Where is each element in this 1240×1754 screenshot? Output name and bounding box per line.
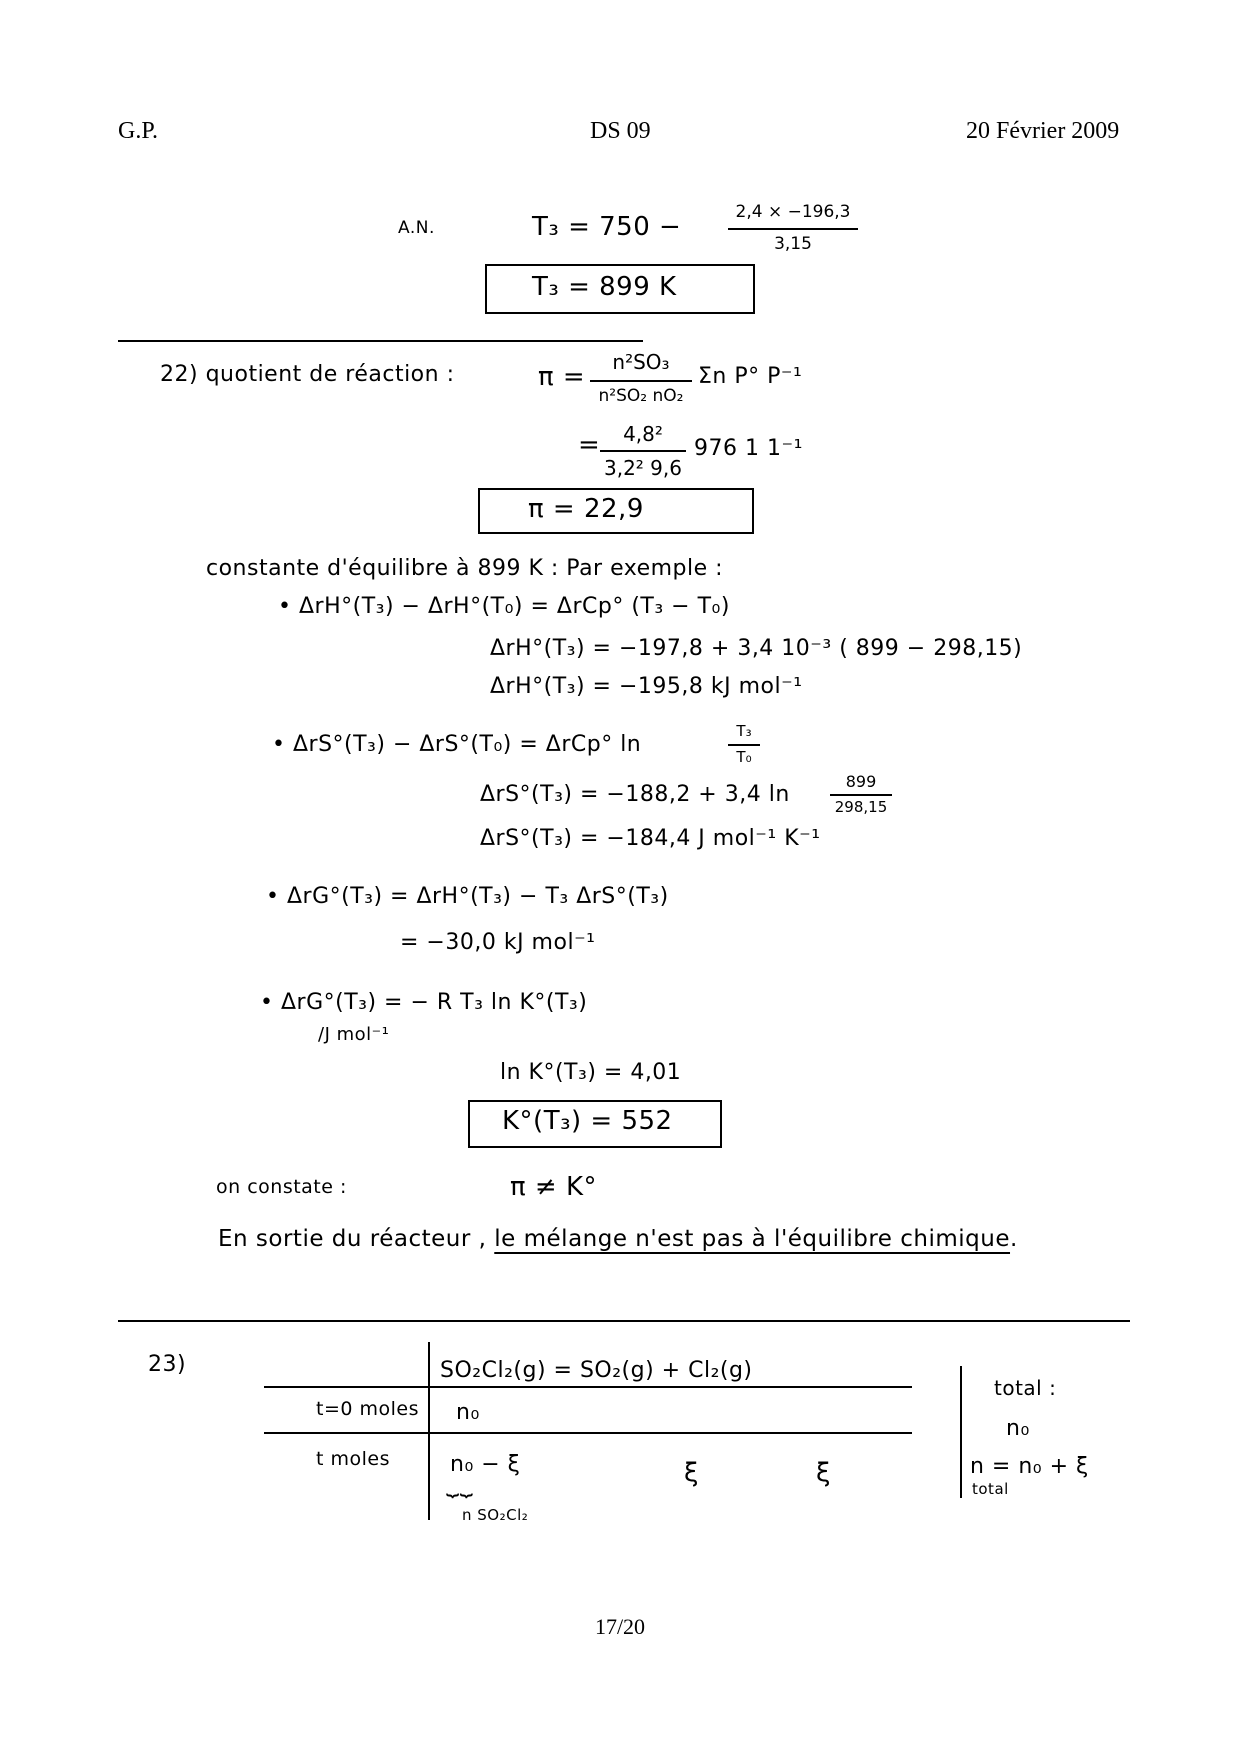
k-gibbs-lnk-relation: • ΔrG°(T₃) = − R T₃ ln K°(T₃) xyxy=(260,990,588,1015)
k-entropy-numeric-bar xyxy=(830,794,892,796)
q23-label: 23) xyxy=(148,1352,187,1377)
k-entropy-numeric-numerator: 899 xyxy=(845,772,877,791)
k-gibbs-unit: /J mol⁻¹ xyxy=(318,1024,390,1045)
k-entropy-numeric-denominator: 298,15 xyxy=(834,798,888,816)
q23-row2-value-1: n₀ − ξ xyxy=(450,1452,521,1477)
k-gibbs-relation: • ΔrG°(T₃) = ΔrH°(T₃) − T₃ ΔrS°(T₃) xyxy=(266,884,669,909)
k-entropy-numeric: ΔrS°(T₃) = −188,2 + 3,4 ln xyxy=(480,782,790,807)
q23-brace-label: n SO₂Cl₂ xyxy=(462,1506,529,1524)
divider-2 xyxy=(118,1320,1130,1322)
conclusion-prefix: En sortie du réacteur , xyxy=(218,1226,487,1252)
k-enthalpy-result: ΔrH°(T₃) = −195,8 kJ mol⁻¹ xyxy=(490,674,803,699)
header-title: DS 09 xyxy=(590,118,651,144)
conclusion-suffix: . xyxy=(1010,1226,1018,1252)
k-lnk-value: ln K°(T₃) = 4,01 xyxy=(500,1060,682,1085)
k-entropy-result: ΔrS°(T₃) = −184,4 J mol⁻¹ K⁻¹ xyxy=(480,826,821,851)
q22-eq1-lhs: π = xyxy=(538,362,586,392)
conclusion-inequality: π ≠ K° xyxy=(510,1172,598,1202)
k-enthalpy-relation: • ΔrH°(T₃) − ΔrH°(T₀) = ΔrCp° (T₃ − T₀) xyxy=(278,594,730,619)
an-label: A.N. xyxy=(398,218,435,238)
q22-eq2-tail: 976 1 1⁻¹ xyxy=(694,436,803,461)
page-number: 17/20 xyxy=(594,1614,646,1639)
conclusion-sentence xyxy=(218,1226,1018,1252)
an-fraction-denominator: 3,15 xyxy=(774,234,812,254)
an-result: T₃ = 899 K xyxy=(532,272,677,302)
q23-row1-value: n₀ xyxy=(456,1400,480,1425)
q23-table-col-divider xyxy=(428,1342,430,1520)
an-t3-expr: T₃ = 750 − xyxy=(532,212,682,242)
q23-total-subscript: total xyxy=(972,1480,1009,1498)
q23-total-expression: n = n₀ + ξ xyxy=(970,1454,1089,1479)
q23-total-n0: n₀ xyxy=(1006,1416,1030,1441)
q23-row2-value-3: ξ xyxy=(816,1458,831,1488)
header-author: G.P. xyxy=(118,118,159,144)
k-entropy-relation: • ΔrS°(T₃) − ΔrS°(T₀) = ΔrCp° ln xyxy=(272,732,642,757)
k-entropy-ln-denominator: T₀ xyxy=(736,748,752,766)
conclusion-underlined: le mélange n'est pas à l'équilibre chimique xyxy=(494,1226,1011,1252)
q23-table-line-2 xyxy=(264,1432,912,1434)
conclusion-on-constate: on constate : xyxy=(216,1176,347,1198)
q23-table-line-1 xyxy=(264,1386,912,1388)
an-fraction-numerator: 2,4 × −196,3 xyxy=(735,202,851,222)
q22-eq1-denominator: n²SO₂ nO₂ xyxy=(598,386,684,406)
q23-total-col-divider xyxy=(960,1366,962,1498)
q22-eq2-bar xyxy=(600,450,686,452)
k-entropy-ln-numerator: T₃ xyxy=(736,722,752,740)
q22-result: π = 22,9 xyxy=(528,494,644,524)
k-result: K°(T₃) = 552 xyxy=(502,1106,673,1136)
q22-eq2-lhs: = xyxy=(578,430,601,460)
q22-eq1-tail: Σn P° P⁻¹ xyxy=(698,364,803,389)
an-fraction-bar xyxy=(728,228,858,230)
k-gibbs-result: = −30,0 kJ mol⁻¹ xyxy=(400,930,596,955)
q23-total-label: total : xyxy=(994,1376,1057,1400)
q22-eq1-bar xyxy=(590,380,692,382)
q22-eq2-numerator: 4,8² xyxy=(623,422,663,446)
q23-brace: ⏟⏟ xyxy=(446,1472,474,1497)
divider-1 xyxy=(118,340,643,342)
q22-eq1-numerator: n²SO₃ xyxy=(612,350,670,374)
k-enthalpy-numeric: ΔrH°(T₃) = −197,8 + 3,4 10⁻³ ( 899 − 298,15) xyxy=(490,636,1023,661)
k-intro: constante d'équilibre à 899 K : Par exemple : xyxy=(206,556,724,581)
q23-row1-label: t=0 moles xyxy=(316,1398,419,1420)
q23-reaction: SO₂Cl₂(g) = SO₂(g) + Cl₂(g) xyxy=(440,1358,753,1383)
header-date: 20 Février 2009 xyxy=(966,118,1120,144)
k-entropy-ln-bar xyxy=(728,744,760,746)
q22-eq2-denominator: 3,2² 9,6 xyxy=(604,456,682,480)
q23-row2-label: t moles xyxy=(316,1448,390,1470)
q22-label: 22) quotient de réaction : xyxy=(160,362,455,387)
q23-row2-value-2: ξ xyxy=(684,1458,699,1488)
